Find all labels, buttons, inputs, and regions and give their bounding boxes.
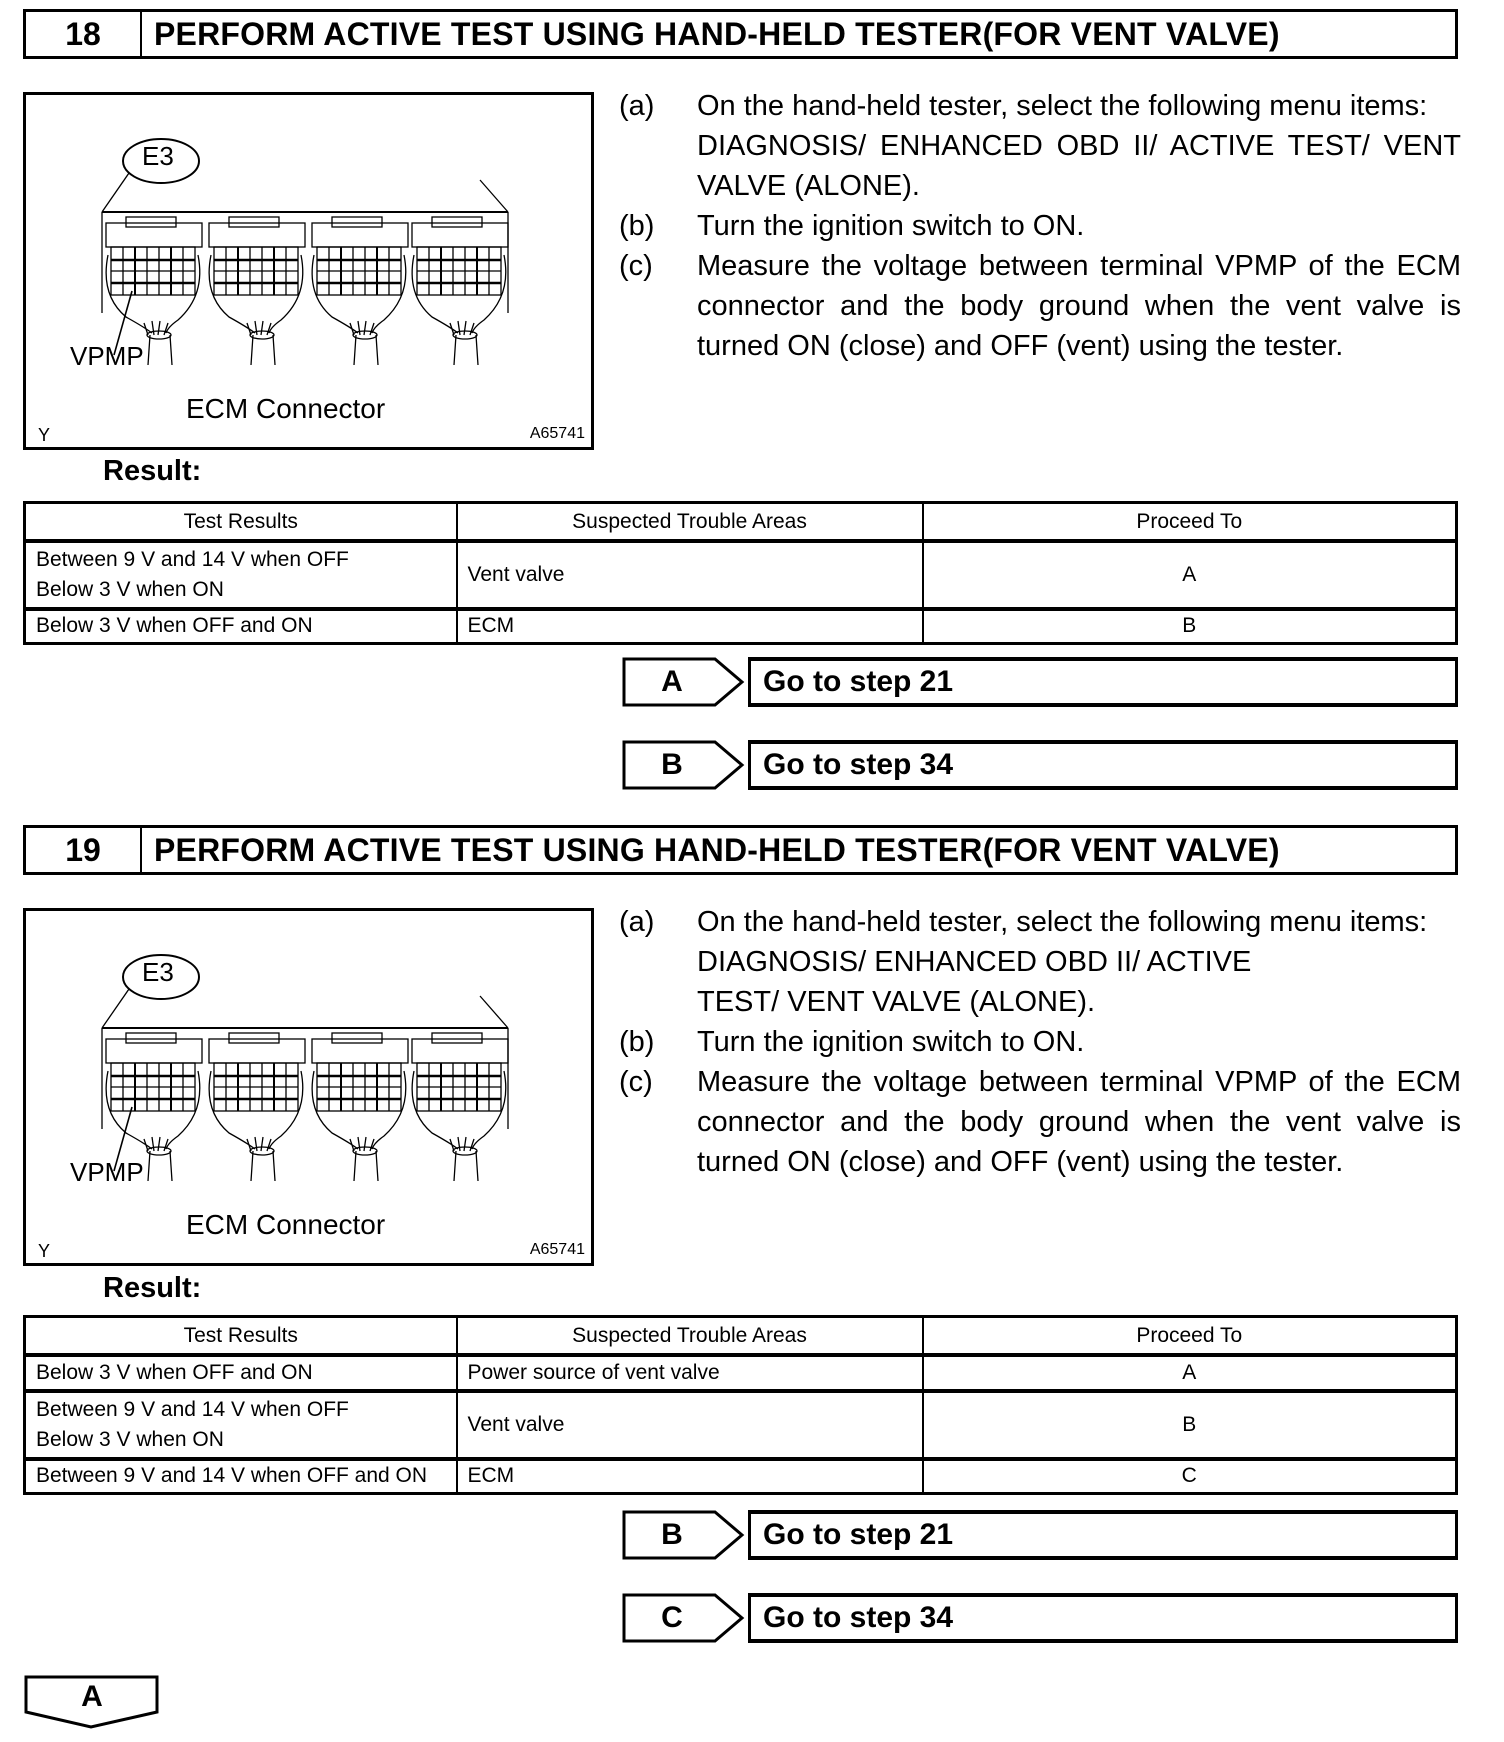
figure-caption: ECM Connector	[186, 393, 386, 424]
result-table	[23, 1315, 1458, 1495]
step-19-instructions	[619, 902, 1461, 1182]
result-label: Result:	[103, 455, 202, 487]
branch-b-tag[interactable]: B	[622, 740, 746, 790]
connector-label-e3: E3	[142, 141, 174, 171]
result-label: Result:	[103, 1272, 202, 1304]
goto-step-21-link[interactable]: Go to step 21	[748, 1510, 1458, 1560]
table-row: Between 9 V and 14 V when OFF Below 3 V when ON Vent valve A	[25, 541, 1457, 609]
branch-a-tag[interactable]: A	[622, 657, 746, 707]
table-row: Below 3 V when OFF and ON Power source of vent valve A	[25, 1355, 1457, 1391]
instruction-c: (c) Measure the voltage between terminal VPMP of the ECM connector and the body ground when the vent valve is turned ON (close) and OFF (vent) using the tester.	[619, 1066, 1461, 1178]
ecm-connector-figure	[23, 908, 594, 1266]
instruction-b: (b) Turn the ignition switch to ON.	[619, 210, 1085, 242]
continue-a-marker[interactable]: A	[24, 1674, 160, 1730]
step-title: PERFORM ACTIVE TEST USING HAND-HELD TESTER(FOR VENT VALVE)	[154, 15, 1280, 52]
instruction-c: (c) Measure the voltage between terminal VPMP of the ECM connector and the body ground when the vent valve is turned ON (close) and OFF (vent) using the tester.	[619, 250, 1461, 362]
step-number: 19	[26, 828, 142, 872]
step-18-instructions	[619, 86, 1461, 366]
terminal-label-vpmp: VPMP	[70, 341, 144, 371]
figure-corner-mark: Y	[38, 1241, 51, 1261]
table-header-row: Test Results Suspected Trouble Areas Proceed To	[25, 503, 1457, 542]
ecm-connector-figure	[23, 92, 594, 450]
branch-b-tag[interactable]: B	[622, 1510, 746, 1560]
terminal-label-vpmp: VPMP	[70, 1157, 144, 1187]
step-title: PERFORM ACTIVE TEST USING HAND-HELD TESTER(FOR VENT VALVE)	[154, 831, 1280, 868]
step-number: 18	[26, 12, 142, 56]
step-19-header	[23, 825, 1458, 875]
connector-label-e3: E3	[142, 957, 174, 987]
table-header-row: Test Results Suspected Trouble Areas Proceed To	[25, 1317, 1457, 1356]
table-row: Between 9 V and 14 V when OFF Below 3 V when ON Vent valve B	[25, 1391, 1457, 1459]
figure-id: A65741	[529, 425, 585, 442]
goto-step-21-link[interactable]: Go to step 21	[748, 657, 1458, 707]
table-row: Between 9 V and 14 V when OFF and ON ECM C	[25, 1459, 1457, 1493]
step-18-header	[23, 9, 1458, 59]
table-row: Below 3 V when OFF and ON ECM B	[25, 609, 1457, 643]
figure-id: A65741	[529, 1241, 585, 1258]
goto-step-34-link[interactable]: Go to step 34	[748, 740, 1458, 790]
branch-c-tag[interactable]: C	[622, 1593, 746, 1643]
instruction-a: (a) On the hand-held tester, select the following menu items: DIAGNOSIS/ ENHANCED OBD II/ ACTIVE TEST/ VENT VALVE (ALONE).	[619, 90, 1461, 202]
figure-caption: ECM Connector	[186, 1209, 386, 1240]
goto-step-34-link[interactable]: Go to step 34	[748, 1593, 1458, 1643]
figure-corner-mark: Y	[38, 425, 51, 445]
instruction-b: (b) Turn the ignition switch to ON.	[619, 1026, 1085, 1058]
result-table	[23, 501, 1458, 645]
instruction-a: (a) On the hand-held tester, select the following menu items: DIAGNOSIS/ ENHANCED OBD II/ ACTIVE TEST/ VENT VALVE (ALONE).	[619, 906, 1428, 1018]
